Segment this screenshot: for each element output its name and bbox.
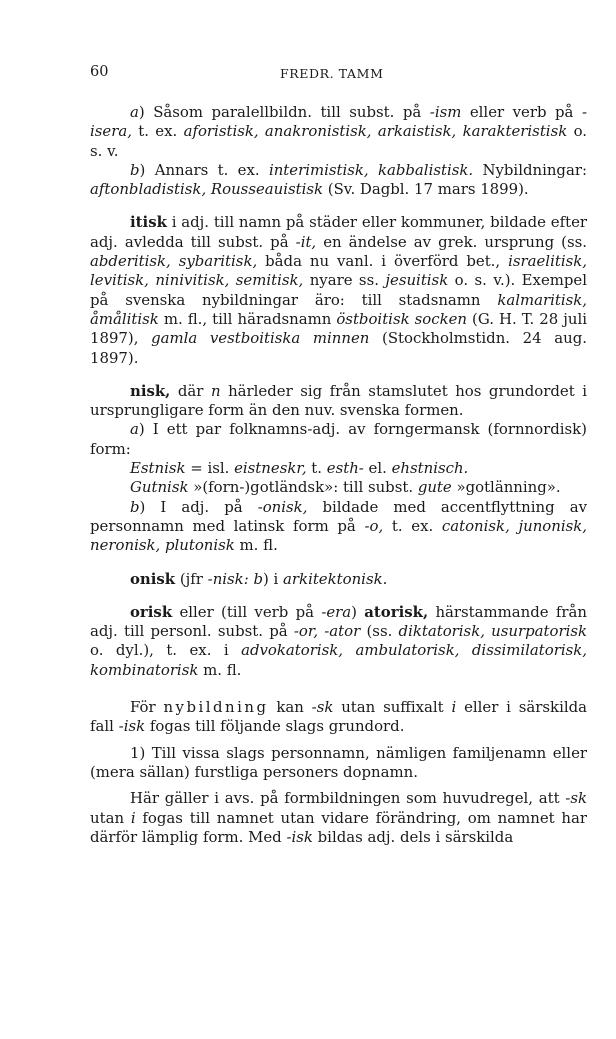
text-run: t. ex. [131,122,184,141]
text-run: o. s. v. [90,122,588,160]
italic-term: a [130,103,139,121]
italic-term: aftonbladistisk, Rousseauistisk [90,180,324,199]
italic-term: -it, [295,232,317,251]
text-run: utan suffixalt [333,698,452,717]
italic-term: n [210,381,221,400]
text-run: ) I adj. på [139,497,258,516]
entry-headword: itisk [130,213,167,232]
text-run: där [170,381,211,400]
paragraph [90,382,587,421]
italic-term: gute [417,478,452,497]
text-run: härleder sig från stamslutet hos grundordet i ursprungligare form än den nuv. svenska formen. [90,381,587,420]
text-run: en ändelse av grek. ursprung (ss. [316,232,587,251]
paragraph [90,420,587,459]
text-run: = isl. [185,459,235,478]
text-run: (jfr [175,569,208,588]
text-run: o. dyl.), t. ex. i [90,641,242,660]
paragraph [90,213,587,367]
text-run: ) i [263,569,284,588]
text-run: t. [306,459,327,478]
text-run: »(forn-)gotländsk»: till subst. [188,478,418,497]
text-run: båda nu vanl. i överförd bet., [257,252,509,271]
italic-term: aforistisk, anakronistisk, arkaistisk, karakteristisk [183,122,568,141]
italic-term: -onisk, [257,497,308,516]
text-run: (Stockholmstidn. 24 aug. 1897). [90,329,587,367]
italic-term: -era [321,602,352,621]
paragraph [90,698,587,737]
text-run: nybildning [163,698,269,717]
italic-term: a [130,420,139,439]
paragraph [90,789,587,847]
text-run: fogas till följande slags grundord. [145,717,405,736]
paragraph [90,103,587,161]
text-run: ) I ett par folknamns-adj. av forngermansk (fornnordisk) form: [90,420,587,458]
text-run: bildade med accentflyttning av personnamn med latinsk form på [90,497,588,535]
paragraph [90,570,587,589]
italic-term: arkitektonisk. [283,569,388,588]
text-run: nyare ss. [303,271,386,290]
body-text [90,103,587,847]
italic-term: -ism [429,103,462,121]
running-head: FREDR. TAMM [280,66,384,81]
text-run: m. fl. [234,536,278,555]
text-run: eller i särskilda fall [90,698,588,736]
text-run: kan [268,698,312,717]
text-run: Nybildningar: [473,160,587,179]
italic-term: israelitisk, levitisk, ninivitisk, semitisk, [90,252,587,290]
text-run: (G. H. T. 28 juli 1897), [90,309,587,348]
text-run: fogas till namnet utan vidare förändring, om namnet har därför lämplig form. Med [90,808,588,846]
text-run: eller verb på [461,103,582,121]
text-run: eller (till verb på [172,602,322,621]
italic-term: i [130,808,136,827]
italic-term: b [130,160,140,179]
text-run: (ss. [360,622,399,641]
text-run: (Sv. Dagbl. 17 mars 1899). [323,180,529,199]
italic-term: eistneskr, [234,459,307,478]
text-run: bildas adj. dels i särskilda [312,827,514,846]
text-run: ) [351,602,365,621]
page-number: 60 [90,64,109,80]
text-run: el. [363,459,392,478]
entry-headword: atorisk, [364,602,429,621]
paragraph [90,161,587,200]
page-header [90,64,587,86]
text-run: Här gäller i avs. på formbildningen som huvudregel, att [130,789,566,808]
text-run: utan [90,808,131,827]
paragraph [90,603,587,680]
text-run: ) Såsom paralellbildn. till subst. på [138,103,430,121]
paragraph [90,744,587,783]
italic-term: -nisk: b [207,569,263,588]
italic-term: ehstnisch. [391,459,469,478]
italic-term: diktatorisk, usurpatorisk [398,622,588,641]
text-run: För [130,698,164,717]
italic-term: -o, [364,516,384,535]
italic-term: Gutnisk [130,478,189,497]
text-run: m. fl. [198,660,242,679]
italic-term: Estnisk [130,459,186,478]
text-run: »gotlänning». [451,478,561,497]
italic-term: jesuitisk [385,271,449,290]
text-run: ) Annars t. ex. [139,160,269,179]
text-run: t. ex. [383,516,442,535]
italic-term: i [451,698,457,717]
italic-term: -isera, [90,103,587,141]
entry-headword: onisk [130,569,176,588]
italic-term: östboitisk socken [336,309,468,328]
italic-term: esth- [326,459,364,478]
paragraph [90,478,587,497]
italic-term: -sk [565,789,587,808]
italic-term: -isk [118,717,146,736]
italic-term: gamla vestboitiska minnen [151,329,370,348]
text-run: m. fl., till häradsnamn [158,309,337,328]
paragraph [90,459,587,478]
italic-term: interimistisk, kabbalistisk. [268,160,474,179]
text-run: 1) Till vissa slags personnamn, nämligen familjenamn eller (mera sällan) furstliga personers dopnamn. [90,743,587,781]
italic-term: b [130,497,140,516]
entry-headword: nisk, [130,381,171,400]
text-run: härstammande från adj. till personl. subst. på [90,602,587,641]
entry-headword: orisk [130,602,173,621]
italic-term: -or, -ator [293,622,361,641]
paragraph [90,498,587,556]
italic-term: catonisk, junonisk, neronisk, plutonisk [90,516,587,555]
italic-term: -isk [286,827,313,846]
italic-term: kalmaritisk, åmålitisk [90,290,587,328]
italic-term: -sk [311,698,334,717]
italic-term: advokatorisk, ambulatorisk, dissimilatorisk, kombinatorisk [90,641,587,679]
italic-term: abderitisk, sybaritisk, [90,252,258,271]
text-run: o. s. v.). Exempel på svenska nybildningar äro: till stadsnamn [90,271,587,309]
text-run: i adj. till namn på städer eller kommuner, bildade efter adj. avledda till subst. på [90,213,587,251]
